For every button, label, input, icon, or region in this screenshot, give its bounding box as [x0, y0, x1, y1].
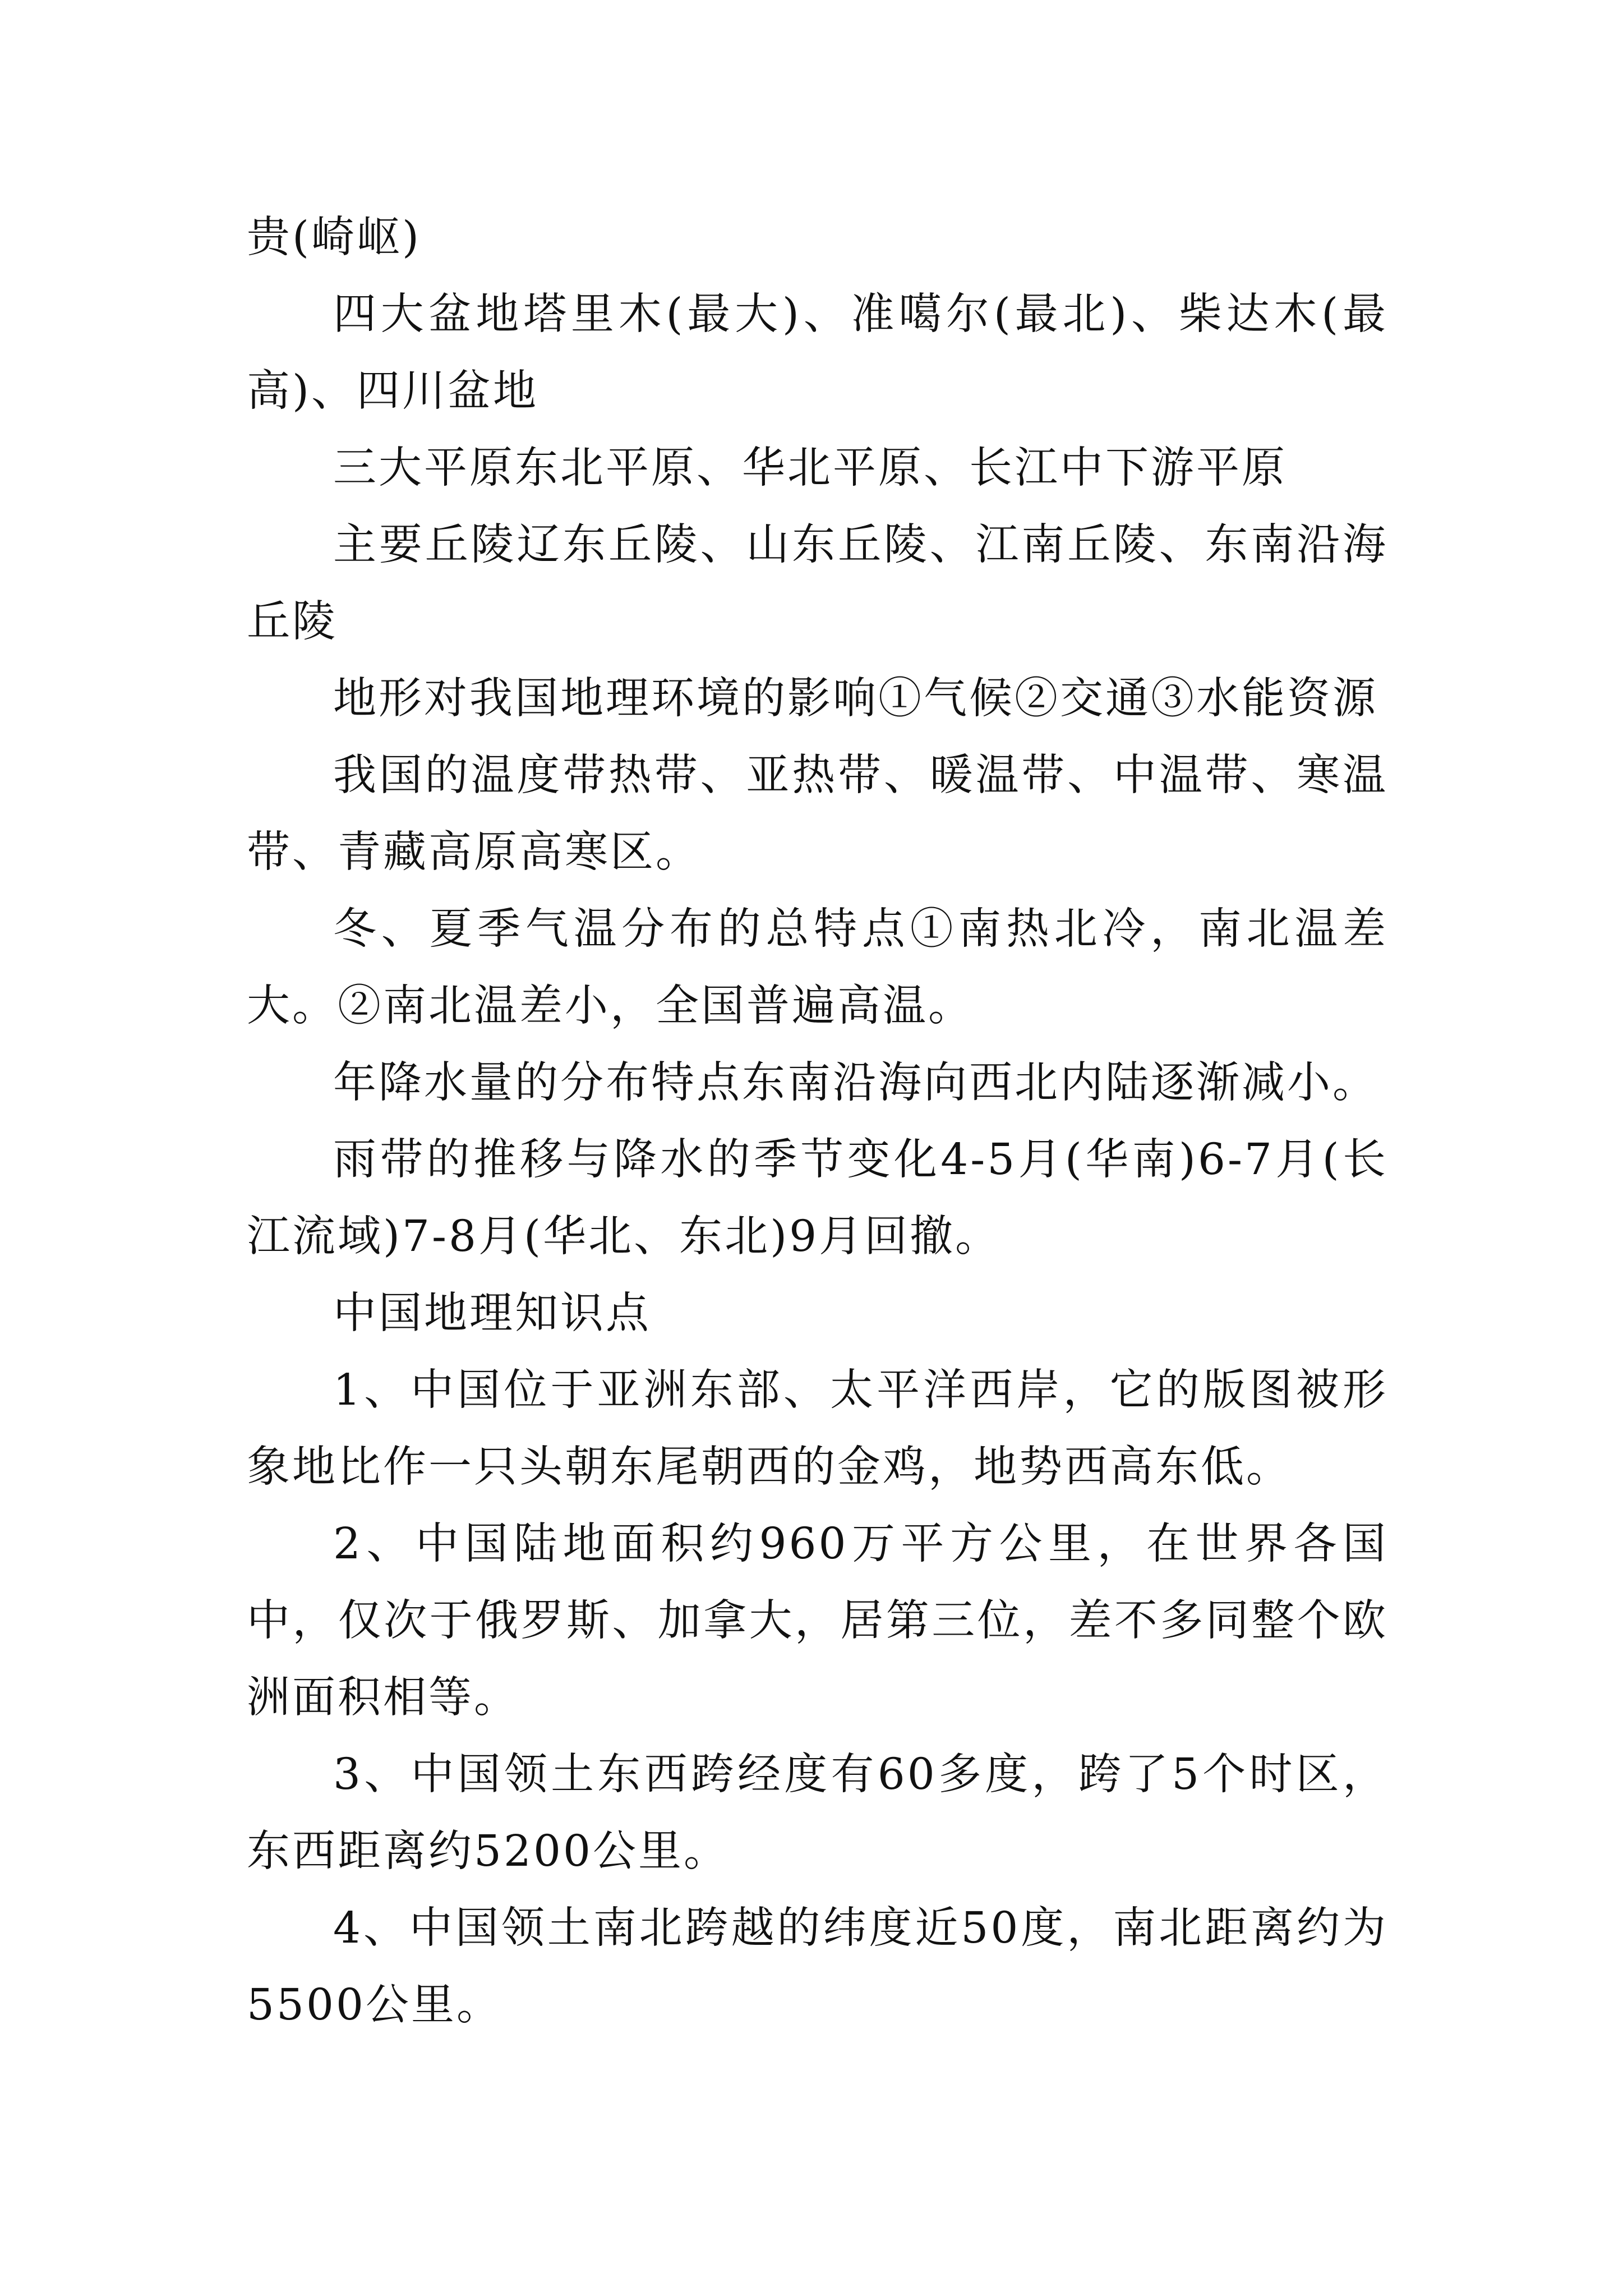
paragraph-rain-belt: 雨带的推移与降水的季节变化4-5月(华南)6-7月(长江流域)7-8月(华北、东北)9月回撤。 [247, 1135, 1388, 1262]
paragraph-temperature-distribution: 冬、夏季气温分布的总特点①南热北冷，南北温差大。②南北温差小，全国普遍高温。 [247, 904, 1388, 1031]
paragraph-precipitation: 年降水量的分布特点东南沿海向西北内陆逐渐减小。 [333, 1058, 1378, 1108]
paragraph-continuation: 贵(崎岖) [247, 213, 422, 263]
section-heading: 中国地理知识点 [333, 1289, 651, 1338]
list-item-2: 2、中国陆地面积约960万平方公里，在世界各国中，仅次于俄罗斯、加拿大，居第三位，差不多同整个欧洲面积相等。 [247, 1519, 1388, 1723]
paragraph-temperature-zones: 我国的温度带热带、亚热带、暖温带、中温带、寒温带、青藏高原高寒区。 [247, 751, 1388, 877]
paragraph-plains: 三大平原东北平原、华北平原、长江中下游平原 [333, 443, 1287, 493]
document-body [247, 199, 1388, 2044]
paragraph-basins: 四大盆地塔里木(最大)、准噶尔(最北)、柴达木(最高)、四川盆地 [247, 289, 1388, 416]
list-item-3: 3、中国领土东西跨经度有60多度，跨了5个时区，东西距离约5200公里。 [247, 1750, 1388, 1876]
paragraph-hills: 主要丘陵辽东丘陵、山东丘陵、江南丘陵、东南沿海丘陵 [247, 520, 1388, 647]
list-item-4: 4、中国领土南北跨越的纬度近50度，南北距离约为5500公里。 [247, 1903, 1388, 2030]
paragraph-terrain-influence: 地形对我国地理环境的影响①气候②交通③水能资源 [333, 674, 1378, 724]
list-item-1: 1、中国位于亚洲东部、太平洋西岸，它的版图被形象地比作一只头朝东尾朝西的金鸡，地势西高东低。 [247, 1365, 1388, 1492]
